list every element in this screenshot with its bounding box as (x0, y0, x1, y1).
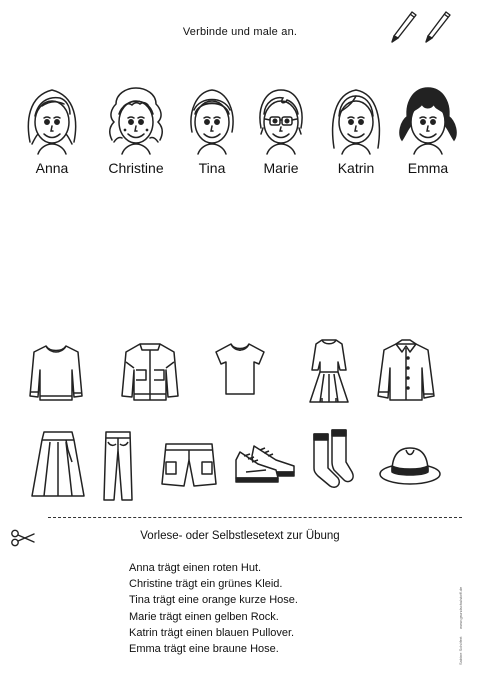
name-label-marie: Marie (263, 160, 299, 176)
person-emma (396, 82, 460, 176)
dress-icon (306, 336, 352, 406)
person-tina (180, 82, 244, 176)
pencils-icon (388, 8, 454, 44)
jacket-icon (120, 340, 180, 404)
name-label-katrin: Katrin (337, 160, 375, 176)
person-katrin (324, 82, 388, 176)
trousers-icon (100, 428, 136, 504)
clothing-area (0, 330, 480, 510)
name-label-emma: Emma (407, 160, 449, 176)
name-label-tina: Tina (198, 160, 226, 176)
girl-face-marie-icon (249, 82, 313, 156)
socks-icon (310, 428, 356, 494)
person-anna (20, 82, 84, 176)
reading-sentences (129, 560, 298, 657)
person-christine (104, 82, 168, 176)
shirt-icon (376, 338, 436, 404)
skirt-icon (30, 428, 86, 500)
girl-face-anna-icon (20, 82, 84, 156)
shorts-icon (160, 440, 218, 490)
credit-site: www.grundschulstoff.de (458, 587, 463, 630)
sentence-1: Anna trägt einen roten Hut. (129, 562, 262, 574)
credit-text (458, 585, 470, 665)
girl-face-katrin-icon (324, 82, 388, 156)
girl-face-emma-icon (396, 82, 460, 156)
sweater-icon (28, 342, 84, 404)
girl-face-tina-icon (180, 82, 244, 156)
sneakers-icon (232, 442, 298, 486)
sentence-6: Emma trägt eine braune Hose. (129, 643, 279, 656)
sentence-2: Christine trägt ein grünes Kleid. (129, 578, 283, 591)
tshirt-icon (214, 340, 266, 398)
girl-face-christine-icon (104, 82, 168, 156)
instruction-text: Verbinde und male an. (182, 26, 298, 38)
name-label-anna: Anna (35, 160, 69, 176)
credit-author: Sabine Schöfert (458, 636, 463, 665)
sentence-5: Katrin trägt einen blauen Pullover. (129, 626, 295, 639)
reading-text-title: Vorlese- oder Selbstlesetext zur Übung (140, 530, 340, 542)
faces-row (0, 82, 480, 182)
name-label-christine: Christine (108, 160, 164, 176)
sentence-3: Tina trägt eine orange kurze Hose. (129, 594, 298, 607)
cut-line (48, 517, 462, 518)
person-marie (249, 82, 313, 176)
hat-icon (378, 444, 442, 488)
sentence-4: Marie trägt einen gelben Rock. (129, 610, 279, 623)
